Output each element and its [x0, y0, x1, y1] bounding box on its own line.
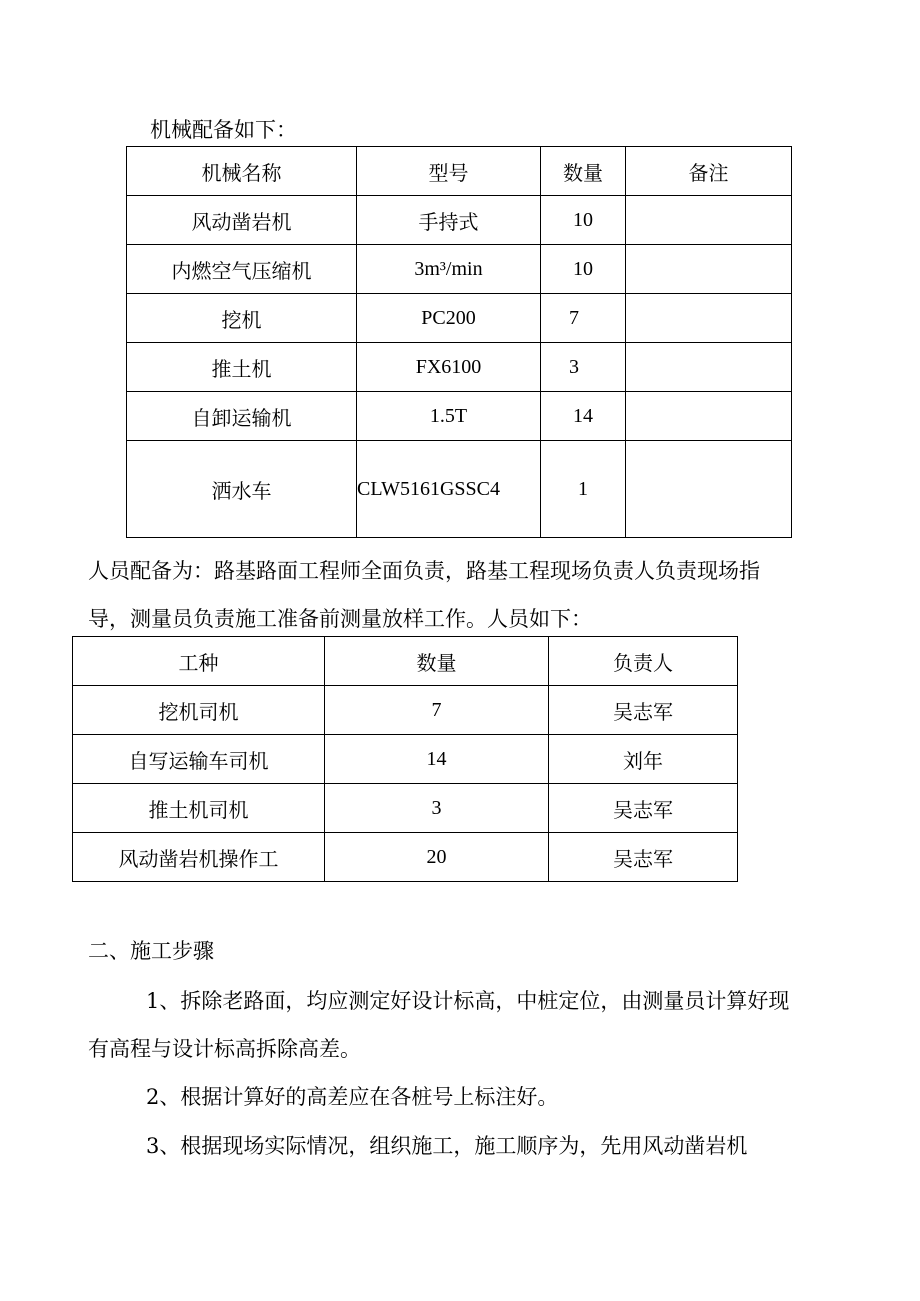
column-header: 数量	[325, 637, 549, 686]
personnel-table	[72, 636, 738, 882]
machine-name: 挖机	[127, 294, 357, 343]
personnel-qty: 20	[325, 833, 549, 882]
machine-model: 3m³/min	[357, 245, 541, 294]
machine-qty: 14	[541, 392, 626, 441]
personnel-intro-line1: 人员配备为：路基路面工程师全面负责，路基工程现场负责人负责现场指	[88, 559, 760, 583]
table-header-row	[127, 147, 792, 196]
column-header: 型号	[357, 147, 541, 196]
machinery-intro: 机械配备如下：	[150, 118, 297, 142]
machine-model: FX6100	[357, 343, 541, 392]
column-header: 机械名称	[127, 147, 357, 196]
personnel-lead: 吴志军	[549, 686, 738, 735]
machine-model: 手持式	[357, 196, 541, 245]
personnel-lead: 吴志军	[549, 833, 738, 882]
column-header: 工种	[73, 637, 325, 686]
step-1-line1: 1、拆除老路面，均应测定好设计标高，中桩定位，由测量员计算好现	[146, 989, 790, 1013]
machine-name: 自卸运输机	[127, 392, 357, 441]
personnel-qty: 3	[325, 784, 549, 833]
table-row	[73, 686, 738, 735]
machine-model: 1.5T	[357, 392, 541, 441]
column-header: 数量	[541, 147, 626, 196]
personnel-role: 风动凿岩机操作工	[73, 833, 325, 882]
machine-note	[626, 196, 792, 245]
machine-qty: 7	[541, 294, 626, 343]
step-3: 3、根据现场实际情况，组织施工，施工顺序为，先用风动凿岩机	[146, 1134, 748, 1158]
machine-qty: 10	[541, 196, 626, 245]
table-header-row	[73, 637, 738, 686]
table-row	[127, 196, 792, 245]
table-row	[127, 343, 792, 392]
machine-note	[626, 294, 792, 343]
machine-name: 洒水车	[127, 441, 357, 538]
steps-heading: 二、施工步骤	[88, 939, 214, 963]
personnel-role: 自写运输车司机	[73, 735, 325, 784]
machine-note	[626, 343, 792, 392]
machine-qty: 1	[541, 441, 626, 538]
personnel-lead: 吴志军	[549, 784, 738, 833]
machine-model: PC200	[357, 294, 541, 343]
machine-qty: 10	[541, 245, 626, 294]
column-header: 负责人	[549, 637, 738, 686]
machine-model: CLW5161GSSC4	[357, 441, 541, 538]
table-row	[73, 735, 738, 784]
step-2: 2、根据计算好的高差应在各桩号上标注好。	[146, 1085, 559, 1109]
table-row	[127, 392, 792, 441]
personnel-qty: 7	[325, 686, 549, 735]
table-row	[127, 294, 792, 343]
personnel-lead: 刘年	[549, 735, 738, 784]
machine-name: 风动凿岩机	[127, 196, 357, 245]
table-row	[127, 441, 792, 538]
personnel-role: 推土机司机	[73, 784, 325, 833]
personnel-qty: 14	[325, 735, 549, 784]
machine-name: 内燃空气压缩机	[127, 245, 357, 294]
table-row	[73, 784, 738, 833]
machine-note	[626, 392, 792, 441]
machinery-table	[126, 146, 792, 538]
column-header: 备注	[626, 147, 792, 196]
machine-name: 推土机	[127, 343, 357, 392]
machine-qty: 3	[541, 343, 626, 392]
personnel-intro-line2: 导，测量员负责施工准备前测量放样工作。人员如下：	[88, 607, 592, 631]
table-row	[73, 833, 738, 882]
step-1-line2: 有高程与设计标高拆除高差。	[88, 1037, 361, 1061]
machine-note	[626, 245, 792, 294]
machine-note	[626, 441, 792, 538]
table-row	[127, 245, 792, 294]
personnel-role: 挖机司机	[73, 686, 325, 735]
